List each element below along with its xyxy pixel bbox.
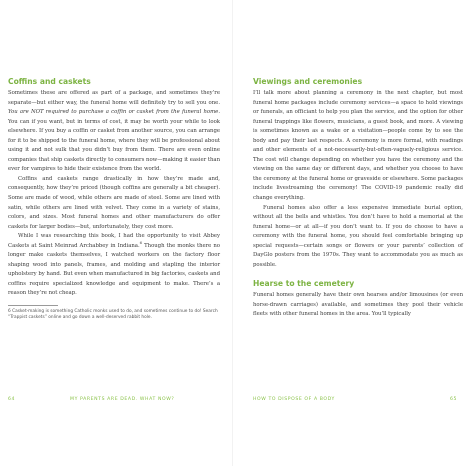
footnote-rule	[8, 305, 58, 306]
left-paragraph	[8, 175, 220, 232]
left-text-column	[8, 77, 220, 321]
footnote: 6 Casket-making is something Catholic monks used to do, and sometimes continue to do! Search “Trappist caskets” online and go down a well-deserved rabbit hole.	[8, 308, 218, 320]
right-body-text	[253, 89, 463, 270]
paragraph-text: While I was researching this book, I had the opportunity to visit Abbey Caskets at Saint Meinrad Archabbey in Indiana.	[8, 233, 220, 249]
right-paragraph: I’ll talk more about planning a ceremony in the next chapter, but most funeral home packages include ceremony services—a space to hold viewings or funerals, an officiant to help you plan the service, and the option for other funeral trappings like flowers, musicians, a guest book, and more. A viewing is sometimes known as a wake or a visitation—people come by to see the body and pay their last respects. A ceremony is more formal, with readings and other elements of a not-necessarily-but-often-vaguely-religious service. The cost will change depending on whether you have the ceremony and the viewing on the same day or different days, and whether you choose to have the ceremony at the funeral home or graveside or elsewhere. Some packages include livestreaming the ceremony! The COVID-19 pandemic really did change everything.	[253, 90, 463, 202]
right-paragraph: Funeral homes generally have their own hearses and/or limousines (or even horse-drawn carriages) available, and sometimes they pool their vehicle fleets with other funeral homes in the area. You’ll typically	[253, 292, 463, 318]
right-paragraph: Funeral homes also offer a less expensive immediate burial option, without all the bells and whistles. You don’t have to hold a memorial at the funeral home—or at all—if you don’t want to. If you do choose to have a ceremony with the funeral home, you should feel comfortable bringing up special requests—certain songs or flowers or your parents’ collection of DayGlo posters from the 1970s. They want to accommodate you as much as possible.	[253, 204, 463, 268]
left-body-text	[8, 89, 220, 299]
footnote-marker: 6	[139, 239, 143, 245]
right-body-text-2	[253, 291, 463, 320]
right-text-column	[253, 77, 463, 320]
left-paragraph	[8, 89, 220, 175]
left-paragraph	[8, 232, 220, 299]
section-heading-viewings: Viewings and ceremonies	[253, 77, 363, 86]
section-heading-hearse: Hearse to the cemetery	[253, 279, 355, 289]
right-running-head: HOW TO DISPOSE OF A BODY	[253, 397, 335, 402]
right-page	[233, 0, 466, 466]
section-heading-coffins: Coffins and caskets	[8, 77, 91, 86]
left-running-head: MY PARENTS ARE DEAD. WHAT NOW?	[70, 397, 175, 402]
paragraph-text: Coffins and caskets range drastically in how they’re made and, consequently, how they’re priced (though coffins are generally a bit cheaper). Some are made of wood, while others are made of steel. Some are lined with satin, while others are lined with velvet. They come in a variety of stains, colors, and sizes. Most funeral homes and other manufacturers do offer caskets for larger bodies—but, unfortunately, they cost more.	[8, 175, 220, 230]
left-folio: 64	[8, 397, 16, 402]
paragraph-text: You can if you want, but in terms of cost, it may be worth your while to look elsewhere. If you buy a coffin or casket from another source, you can arrange for it to be shipped to the funeral home, where they will be professional about using it and not sulk that you didn’t buy from them. There are even online companies that ship caskets directly to consumers now—making it easier than ever for vampires to hide their existence from the world.	[8, 118, 220, 173]
paragraph-text: Sometimes these are offered as part of a package, and sometimes they’re separate—but either way, the funeral home will definitely try to sell you one.	[8, 90, 220, 106]
paragraph-text: Though the monks there no longer make caskets themselves, I watched workers on the factory floor shaping wood into panels, frames, and molding and stapling the interior upholstery by hand. But even when manufactured in big factories, caskets and coffins require specialized knowledge and equipment to make. There’s a reason they’re not cheap.	[8, 242, 220, 297]
right-folio: 65	[450, 397, 458, 402]
emphasis-text: You are NOT required to purchase a coffin or casket from the funeral home.	[8, 109, 220, 116]
